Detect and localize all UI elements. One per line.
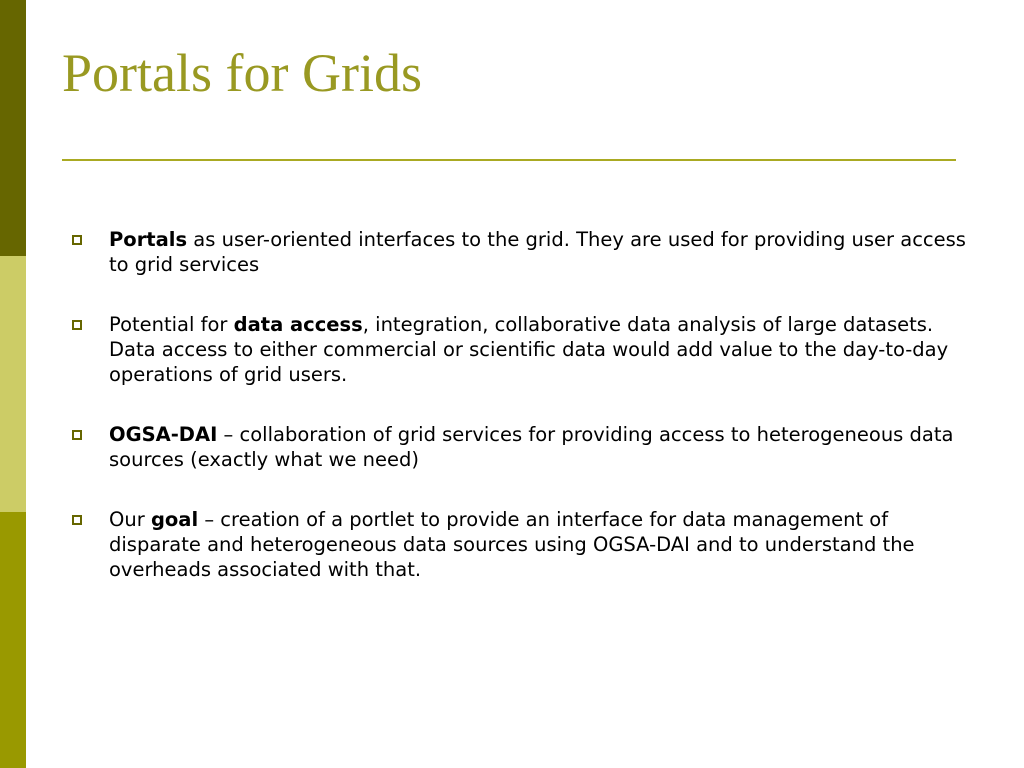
side-bar-middle-segment	[0, 256, 26, 512]
bullet-item-ogsa-dai	[72, 422, 972, 472]
square-bullet-icon	[72, 430, 82, 440]
bullet-text-bold: Portals	[109, 228, 188, 251]
bullet-list	[72, 227, 972, 617]
bullet-text-post: – collaboration of grid services for providing access to heterogeneous data sources (exactly what we need)	[109, 423, 954, 471]
side-bar-top-segment	[0, 0, 26, 256]
bullet-text-pre: Our	[109, 508, 151, 531]
square-bullet-icon	[72, 235, 82, 245]
square-bullet-icon	[72, 515, 82, 525]
bullet-text-post: as user-oriented interfaces to the grid. They are used for providing user access to grid services	[109, 228, 966, 276]
bullet-item-data-access	[72, 312, 972, 387]
slide-title: Portals for Grids	[62, 43, 422, 103]
bullet-text-bold: OGSA-DAI	[109, 423, 218, 446]
title-underline-rule	[62, 159, 956, 161]
bullet-text-post: – creation of a portlet to provide an interface for data management of disparate and heterogeneous data sources using OGSA-DAI and to understand the overheads associated with that.	[109, 508, 915, 581]
bullet-item-portals	[72, 227, 972, 277]
bullet-text-post: , integration, collaborative data analysis of large datasets. Data access to either commercial or scientific data would add value to the day-to-day operations of grid users.	[109, 313, 949, 386]
bullet-text-bold: goal	[150, 508, 199, 531]
bullet-text-pre: Potential for	[109, 313, 234, 336]
side-bar-bottom-segment	[0, 512, 26, 768]
square-bullet-icon	[72, 320, 82, 330]
bullet-item-goal	[72, 507, 972, 582]
bullet-text-bold: data access	[233, 313, 363, 336]
